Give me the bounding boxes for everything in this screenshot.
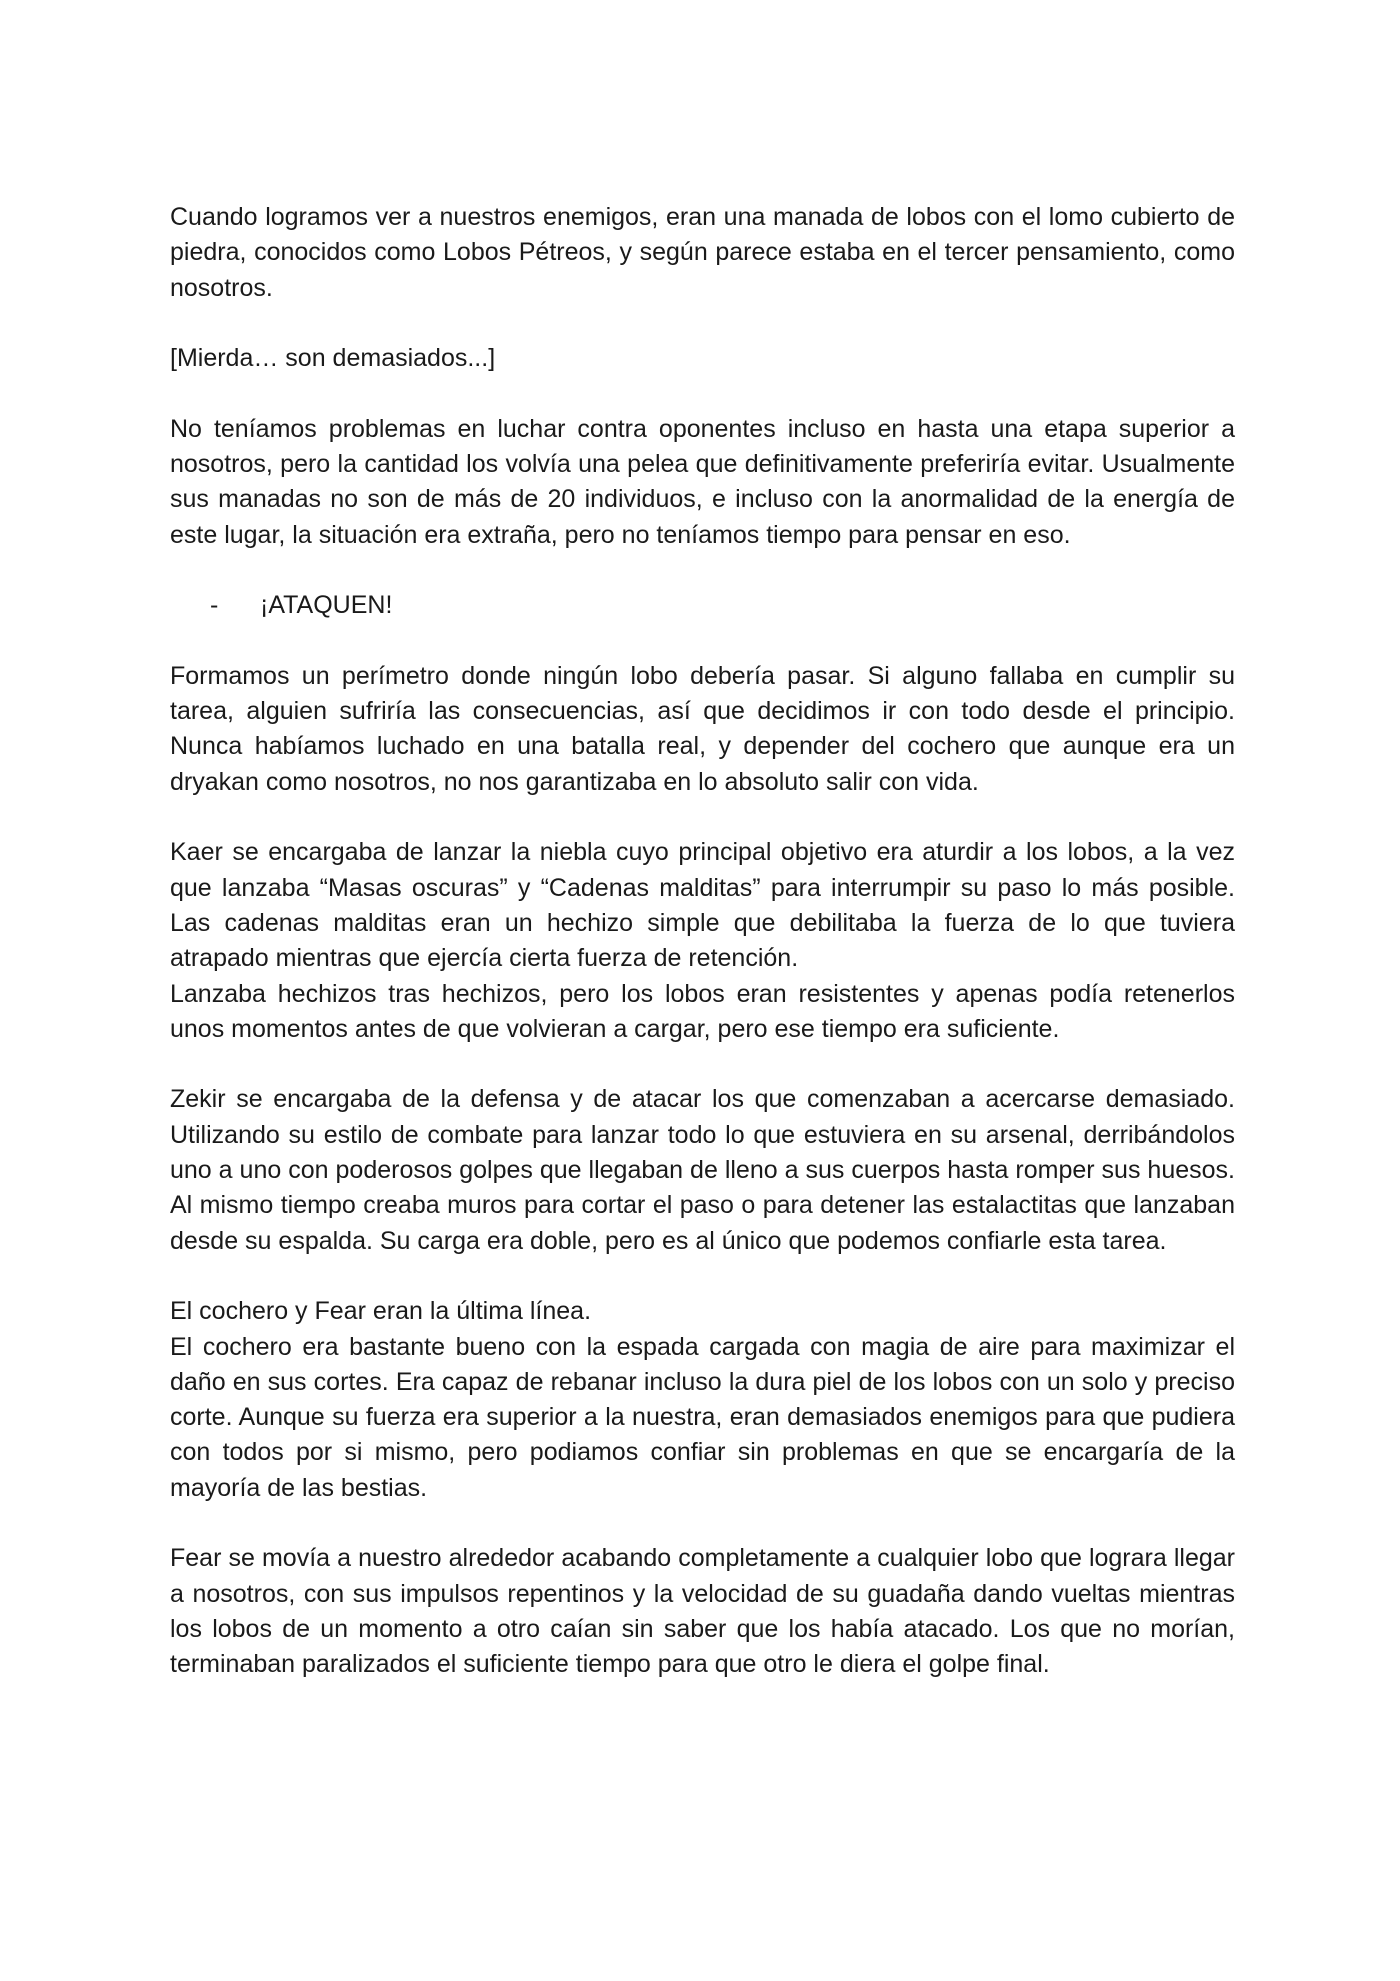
dialogue-dash: - [210,591,219,620]
dialogue-text: ¡ATAQUEN! [260,591,393,620]
paragraph-kaer: Kaer se encargaba de lanzar la niebla cuyo principal objetivo era aturdir a los lobos, a la vez que lanzaba “Masas oscuras” y “Cadenas malditas” para interrumpir su paso lo más posible. Las cadenas malditas eran un hechizo simple que debilitaba la fuerza de lo que tuviera atrapado mientras que ejercía cierta fuerza de retención. [170,838,1235,973]
paragraph-zekir: Zekir se encargaba de la defensa y de atacar los que comenzaban a acercarse demasiado. Utilizando su estilo de combate para lanzar todo lo que estuviera en su arsenal, derribándolos uno a uno con poderosos golpes que llegaban de lleno a sus cuerpos hasta romper sus huesos. Al mismo tiempo creaba muros para cortar el paso o para detener las estalactitas que lanzaban desde su espalda. Su carga era doble, pero es al único que podemos confiarle esta tarea. [170,1085,1235,1255]
paragraph-problems: No teníamos problemas en luchar contra oponentes incluso en hasta una etapa superior a nosotros, pero la cantidad los volvía una pelea que definitivamente preferiría evitar. Usualmente sus manadas no son de más de 20 individuos, e incluso con la anormalidad de la energía de este lugar, la situación era extraña, pero no teníamos tiempo para pensar en eso. [170,414,1235,549]
document-body [170,200,1235,1718]
paragraph-perimeter: Formamos un perímetro donde ningún lobo debería pasar. Si alguno fallaba en cumplir su tarea, alguien sufriría las consecuencias, así que decidimos ir con todo desde el principio. Nunca habíamos luchado en una batalla real, y depender del cochero que aunque era un dryakan como nosotros, no nos garantizaba en lo absoluto salir con vida. [170,661,1235,796]
paragraph-fear: Fear se movía a nuestro alrededor acabando completamente a cualquier lobo que lograra llegar a nosotros, con sus impulsos repentinos y la velocidad de su guadaña dando vueltas mientras los lobos de un momento a otro caían sin saber que los había atacado. Los que no morían, terminaban paralizados el suficiente tiempo para que otro le diera el golpe final. [170,1544,1235,1679]
paragraph-spells: Lanzaba hechizos tras hechizos, pero los lobos eran resistentes y apenas podía retenerlos unos momentos antes de que volvieran a cargar, pero ese tiempo era suficiente. [170,979,1235,1043]
paragraph-last-line: El cochero y Fear eran la última línea. [170,1297,592,1326]
paragraph-thought: [Mierda… son demasiados...] [170,344,496,373]
dialogue-line [170,588,1235,623]
paragraph-enemies: Cuando logramos ver a nuestros enemigos, eran una manada de lobos con el lomo cubierto de piedra, conocidos como Lobos Pétreos, y según parece estaba en el tercer pensamiento, como nosotros. [170,203,1235,302]
paragraph-coachman: El cochero era bastante bueno con la espada cargada con magia de aire para maximizar el daño en sus cortes. Era capaz de rebanar incluso la dura piel de los lobos con un solo y preciso corte. Aunque su fuerza era superior a la nuestra, eran demasiados enemigos para que pudiera con todos por si mismo, pero podiamos confiar sin problemas en que se encargaría de la mayoría de las bestias. [170,1332,1235,1502]
